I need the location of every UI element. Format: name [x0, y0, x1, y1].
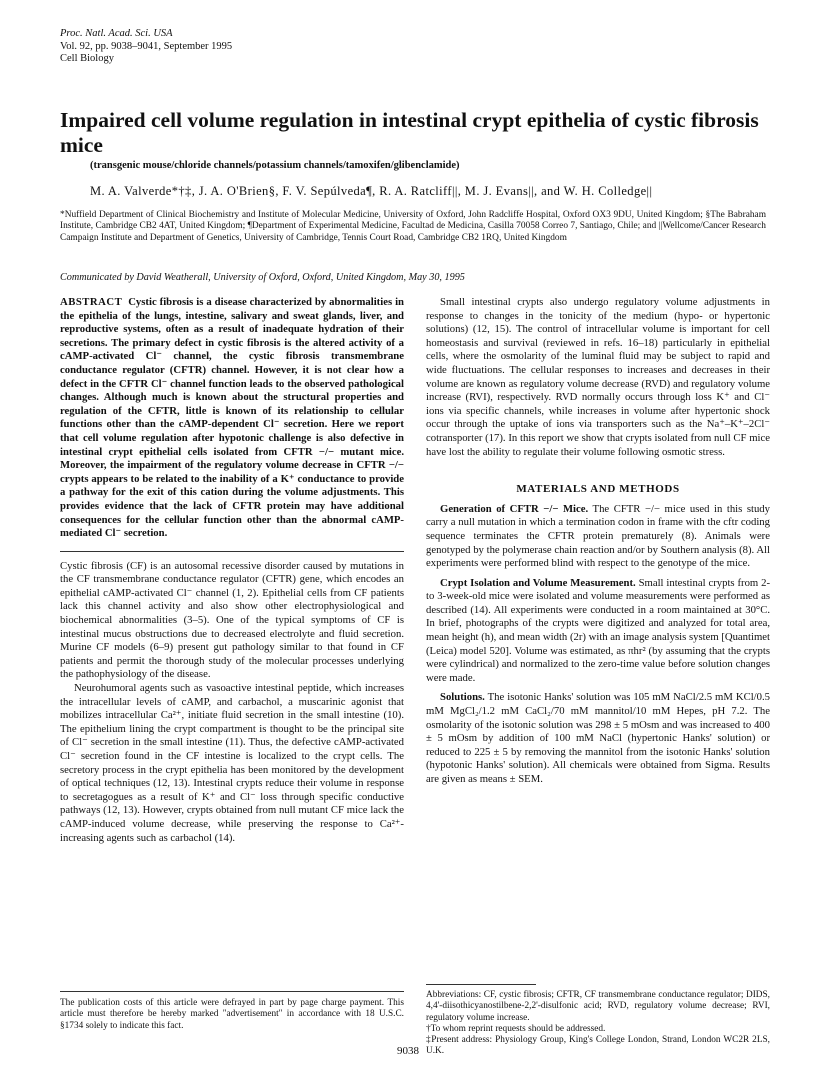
right-column [426, 296, 770, 787]
solutions-paragraph [426, 691, 770, 786]
page-number: 9038 [397, 1045, 419, 1057]
affiliations: *Nuffield Department of Clinical Biochemistry and Institute of Molecular Medicine, University of Oxford, John Radcliffe Hospital, Oxford OX3 9DU, United Kingdom; §The Babraham Institute, Cambridge CB2 4AT, United Kingdom; ¶Department of Experimental Medicine, Facultad de Medicina, Casilla 70058 Correo 7, Santiago, Chile; and ||Wellcome/Cancer Research Campaign Institute and Department of Genetics, University of Cambridge, Tennis Court Road, Cambridge CB2 1RQ, United Kingdom [60, 210, 766, 243]
volume-line: Vol. 92, pp. 9038–9041, September 1995 [60, 40, 233, 52]
keywords: (transgenic mouse/chloride channels/potassium channels/tamoxifen/glibenclamide) [90, 160, 460, 171]
publication-footnote [60, 991, 404, 1032]
generation-heading: Generation of CFTR −/− Mice. [440, 502, 589, 515]
footnote-divider [60, 991, 404, 992]
abstract-text: Cystic fibrosis is a disease characterized by abnormalities in the epithelia of the lungs, intestine, salivary and sweat glands, liver, and reproductive systems, often as a result of inadequate hydration of their secretions. The primary defect in cystic fibrosis is the altered activity of a cAMP-activated Cl⁻ channel, the cystic fibrosis transmembrane conductance regulator (CFTR) channel. However, it is not clear how a defect in the CFTR Cl⁻ channel function leads to the observed pathological changes. Although much is known about the structural properties and regulation of the CFTR, little is known of its relationship to cellular functions other than the cAMP-dependent Cl⁻ secretion. Here we report that cell volume regulation after hypotonic challenge is also defective in intestinal crypt epithelial cells isolated from CFTR −/− mutant mice. Moreover, the impairment of the regulatory volume decrease in CFTR −/− crypts appears to be related to the inability of a K⁺ conductance to provide a pathway for the exit of this cation during the volume adjustments. This provides evidence that the lack of CFTR protein may have additional consequences for the cellular function other than the abnormal cAMP-mediated Cl⁻ secretion. [60, 296, 404, 540]
generation-text: The CFTR −/− mice used in this study carry a null mutation in which a termination codon in frame with the cftr coding sequence terminates the CFTR protein prematurely (8). Animals were genotyped by the polymerase chain reaction and/or by Southern analysis (8). All experiments were performed blind with respect to the genotype of the mice. [426, 502, 770, 570]
methods-heading: MATERIALS AND METHODS [516, 483, 680, 496]
intro-paragraph-3: Small intestinal crypts also undergo regulatory volume adjustments in response to changes in the tonicity of the medium (hypo- or hypertonic solutions) (12, 15). The control of intracellular volume is important for cell homeostasis and survival (reviewed in refs. 16–18) particularly in epithelial cells, where the osmolarity of the luminal fluid may be subject to rapid and wide fluctuations. The cellular responses to increases and decreases in their volume are known as regulatory volume decrease (RVD) and regulatory volume increase (RVI), respectively. RVD normally occurs through loss K⁺ and Cl⁻ ions via specific channels, while increases in volume after hypertonic shock occur through the uptake of ions via transporters such as the Na⁺–K⁺–2Cl⁻ cotransporter (17). In this report we show that crypts isolated from null CF mice have lost the ability to regulate their volume following osmotic stress. [426, 296, 770, 458]
left-column [60, 296, 404, 845]
communicated-by: Communicated by David Weatherall, University of Oxford, Oxford, United Kingdom, May 30, 1995 [60, 272, 465, 283]
crypt-paragraph [426, 577, 770, 686]
solutions-heading: Solutions. [440, 691, 485, 704]
crypt-text: Small intestinal crypts from 2- to 3-week-old mice were isolated and volume measurements were performed as described (14). All experiments were conducted in a room maintained at 30°C. In brief, photographs of the crypts were digitized and analyzed for total area, mean height (h), and mean width (2r) with an image analysis system [Quantimet (Leica) model 520]. Volume was estimated, as πhr² (by assuming that the crypts were cylindrical) and normalized to the zero-time value before solution changes were made. [426, 576, 771, 684]
abstract [60, 296, 404, 541]
reprint-note: †To whom reprint requests should be addressed. [426, 1023, 606, 1034]
footnote-divider-right [426, 984, 536, 985]
generation-paragraph [426, 503, 770, 571]
abstract-label: ABSTRACT [60, 296, 123, 308]
article-title: Impaired cell volume regulation in intestinal crypt epithelia of cystic fibrosis mice [60, 108, 759, 157]
journal-header [60, 28, 232, 66]
publication-costs-note: The publication costs of this article were defrayed in part by page charge payment. This article must therefore be hereby marked "advertisement" in accordance with 18 U.S.C. §1734 solely to indicate this fact. [60, 998, 404, 1031]
intro-paragraph-2: Neurohumoral agents such as vasoactive intestinal peptide, which increases the intracellular levels of cAMP, and carbachol, a muscarinic agonist that mobilizes intracellular Ca²⁺, initiate fluid secretion in the small intestine (10). The epithelium lining the crypt compartment is thought to be the principal site of Cl⁻ secretion in the small intestine (11). Thus, the defective cAMP-activated Cl⁻ secretion found in the CF intestine is localized to the crypt cells. The secretory process in the crypt epithelia has been monitored by the development of optical techniques (12, 13). Intestinal crypts reduce their volume in response to secretagogues as a result of K⁺ and Cl⁻ loss through specific conductive pathways (12, 13). However, crypts obtained from null mutant CF mice lack the cAMP-induced volume decrease, while preserving the response to Ca²⁺-increasing agents such as carbachol (14). [60, 682, 404, 844]
present-address-note: ‡Present address: Physiology Group, King's College London, Strand, London WC2R 2LS, U.K. [426, 1035, 770, 1057]
solutions-text: The isotonic Hanks' solution was 105 mM NaCl/2.5 mM KCl/0.5 mM MgCl₂/1.2 mM CaCl₂/70 mM mannitol/10 mM Hepes, pH 7.2. The osmolarity of the isotonic solution was 298 ± 5 mOsm and was increased to 400 ± 5 mOsm by addition of 100 mM NaCl (hypertonic Hanks' solution) or reduced to 225 ± 5 by removing the mannitol from the isotonic Hanks' solution (hypotonic Hanks' solution). All chemicals were obtained from Sigma. Results are given as means ± SEM. [426, 691, 770, 785]
journal-name: Proc. Natl. Acad. Sci. USA [60, 28, 173, 39]
crypt-heading: Crypt Isolation and Volume Measurement. [440, 576, 636, 589]
abstract-divider [60, 551, 404, 552]
author-list: M. A. Valverde*†‡, J. A. O'Brien§, F. V. Sepúlveda¶, R. A. Ratcliff||, M. J. Evans||, and W. H. Colledge|| [90, 184, 653, 198]
intro-paragraph-1: Cystic fibrosis (CF) is an autosomal recessive disorder caused by mutations in the CF transmembrane conductance regulator (CFTR) gene, which encodes an epithelial cAMP-activated Cl⁻ channel (1, 2). Epithelial cells from CF patients lack this channel activity and also show other electrophysiological and biochemical abnormalities (3–5). One of the typical symptoms of CF is intestinal mucus obstructions due to decreased electrolyte and fluid secretion. Murine CF models (6–9) present gut pathology similar to that found in CF patients and permit the thorough study of the molecular processes underlying the pathophysiology of the disease. [60, 559, 404, 681]
journal-section: Cell Biology [60, 53, 114, 64]
abbreviations-note: Abbreviations: CF, cystic fibrosis; CFTR, CF transmembrane conductance regulator; DIDS, 4,4'-diisothicyanostilbene-2,2'-disulfonic acid; RVD, regulatory volume decrease; RVI, regulatory volume increase. [426, 990, 770, 1023]
